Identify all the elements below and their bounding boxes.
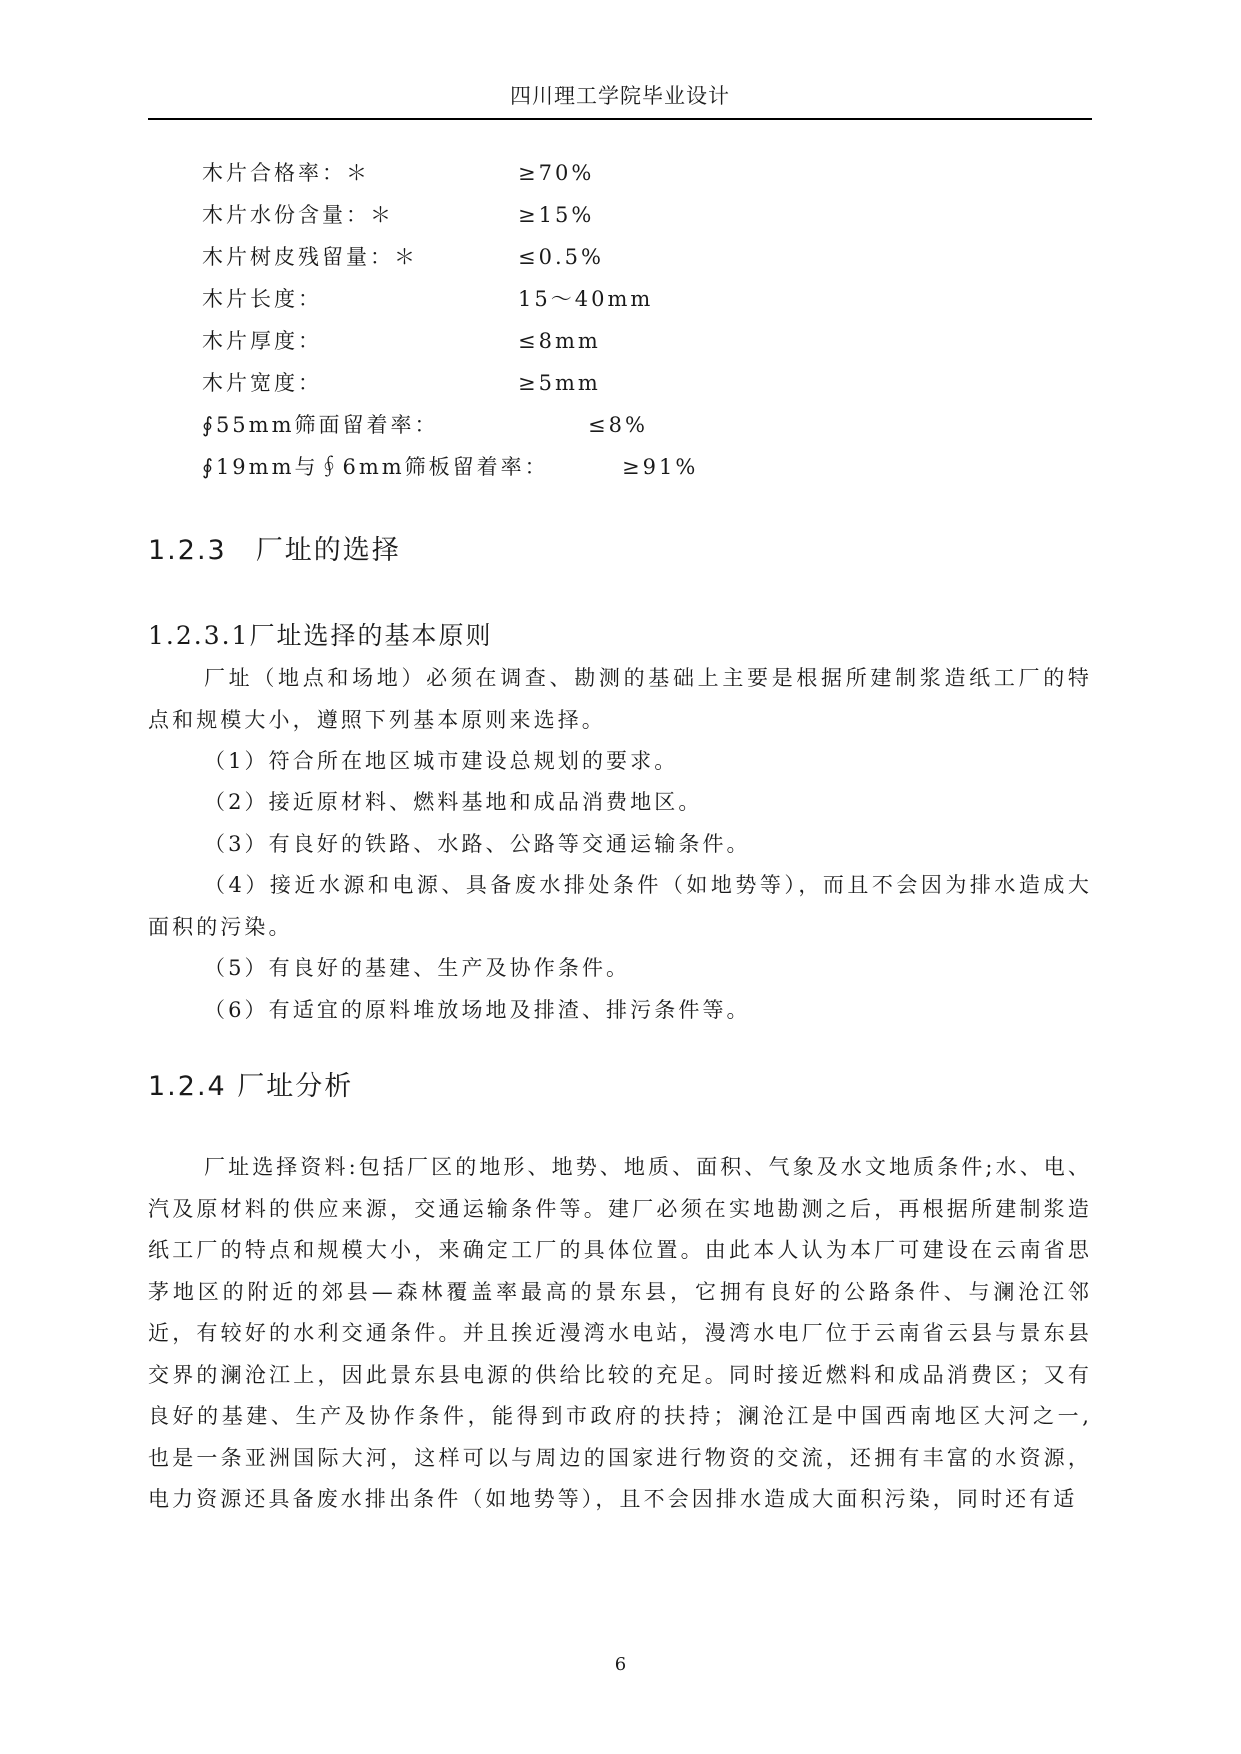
- page-number: 6: [614, 1654, 627, 1675]
- spec-value: ≤8%: [588, 413, 648, 437]
- principle-item: （2）接近原材料、燃料基地和成品消费地区。: [204, 790, 703, 814]
- spec-row: [202, 362, 1002, 404]
- spec-label: 木片树皮残留量：＊: [202, 245, 418, 269]
- principle-item: （6）有适宜的原料堆放场地及排渣、排污条件等。: [204, 998, 751, 1022]
- spec-list: [202, 152, 1002, 488]
- intro-paragraph: 厂址（地点和场地）必须在调查、勘测的基础上主要是根据所建制浆造纸工厂的特点和规模大小，遵照下列基本原则来选择。: [148, 666, 1092, 732]
- principle-item: （3）有良好的铁路、水路、公路等交通运输条件。: [204, 832, 751, 856]
- spec-row: [202, 446, 1002, 488]
- spec-row: [202, 236, 1002, 278]
- spec-value: ≤0.5%: [518, 245, 604, 269]
- spec-row: [202, 152, 1002, 194]
- header-rule: [148, 118, 1092, 120]
- spec-row: [202, 404, 1002, 446]
- section-heading-1-2-4: 1.2.4 厂址分析: [148, 1071, 354, 1102]
- spec-value: ≥5mm: [518, 371, 601, 395]
- page-header-title: 四川理工学院毕业设计: [510, 84, 730, 108]
- spec-value: 15～40mm: [518, 287, 654, 311]
- subsection-heading-1-2-3-1: 1.2.3.1厂址选择的基本原则: [148, 621, 493, 650]
- spec-label: 木片厚度：: [202, 329, 322, 353]
- spec-label: 木片合格率：＊: [202, 161, 370, 185]
- spec-label: 木片水份含量：＊: [202, 203, 394, 227]
- spec-row: [202, 278, 1002, 320]
- section-heading-1-2-3: 1.2.3 厂址的选择: [148, 535, 401, 566]
- principle-item: （1）符合所在地区城市建设总规划的要求。: [204, 749, 679, 773]
- spec-row: [202, 320, 1002, 362]
- spec-label: 木片宽度：: [202, 371, 322, 395]
- spec-label: ∮19mm与∮6mm筛板留着率：: [202, 455, 549, 479]
- site-analysis-paragraph: 厂址选择资料:包括厂区的地形、地势、地质、面积、气象及水文地质条件;水、电、汽及原材料的供应来源，交通运输条件等。建厂必须在实地勘测之后，再根据所建制浆造纸工厂的特点和规模大小，来确定工厂的具体位置。由此本人认为本厂可建设在云南省思茅地区的附近的郊县—森林覆盖率最高的景东县，它拥有良好的公路条件、与澜沧江邻近，有较好的水利交通条件。并且挨近漫湾水电站，漫湾水电厂位于云南省云县与景东县交界的澜沧江上，因此景东县电源的供给比较的充足。同时接近燃料和成品消费区；又有良好的基建、生产及协作条件，能得到市政府的扶持；澜沧江是中国西南地区大河之一,也是一条亚洲国际大河，这样可以与周边的国家进行物资的交流，还拥有丰富的水资源，电力资源还具备废水排出条件（如地势等），且不会因排水造成大面积污染，同时还有适: [148, 1155, 1092, 1511]
- spec-label: 木片长度：: [202, 287, 322, 311]
- principle-item: （4）接近水源和电源、具备废水排处条件（如地势等），而且不会因为排水造成大面积的污染。: [148, 873, 1092, 939]
- spec-value: ≥91%: [622, 455, 699, 479]
- spec-value: ≤8mm: [518, 329, 601, 353]
- spec-value: ≥70%: [518, 161, 595, 185]
- spec-label: ∮55mm筛面留着率：: [202, 413, 439, 437]
- spec-row: [202, 194, 1002, 236]
- principle-item: （5）有良好的基建、生产及协作条件。: [204, 956, 631, 980]
- spec-value: ≥15%: [518, 203, 595, 227]
